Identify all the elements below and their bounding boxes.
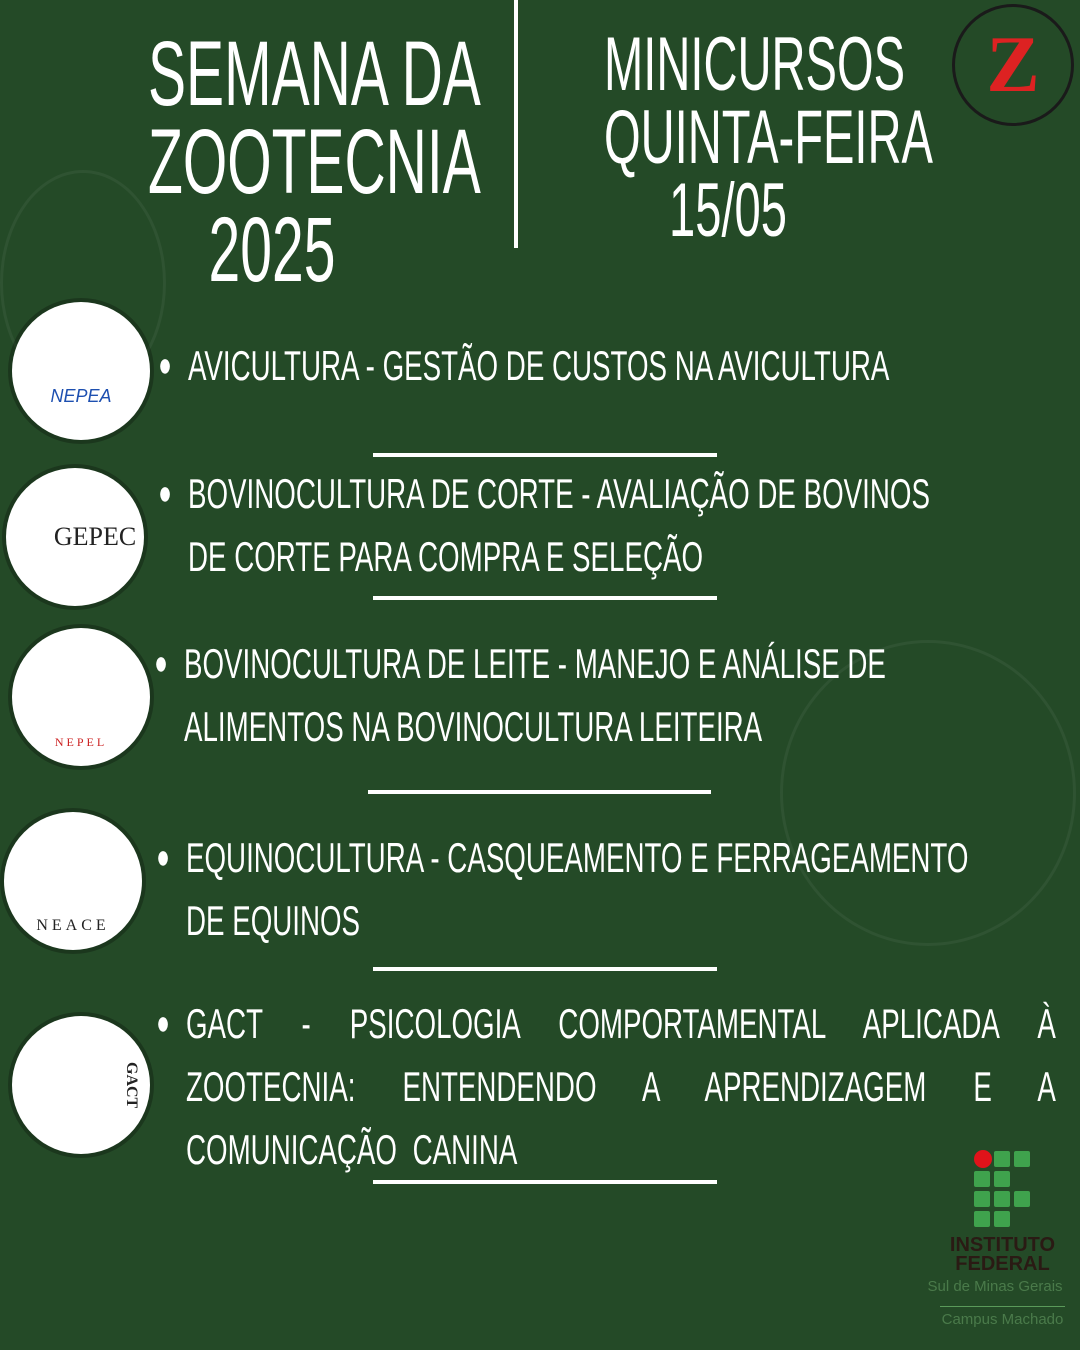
institution-name: INSTITUTO FEDERAL [949, 1234, 1056, 1275]
bullet-icon: ● [156, 1004, 170, 1042]
bullet-icon: ● [158, 346, 172, 384]
header-divider [514, 0, 518, 248]
zootecnia-logo: Z [952, 4, 1074, 126]
divider [373, 596, 717, 600]
item-text: BOVINOCULTURA DE CORTE - AVALIAÇÃO DE BOVINOS [188, 470, 930, 517]
list-item [156, 826, 1044, 952]
if-green-square [994, 1151, 1010, 1167]
divider [373, 1180, 717, 1184]
bullet-icon: ● [158, 474, 172, 512]
item-text: DE CORTE PARA COMPRA E SELEÇÃO [188, 533, 704, 580]
event-title [72, 23, 481, 301]
subtitle-line: MINICURSOS [604, 22, 906, 107]
list-item [156, 992, 1056, 1181]
divider [368, 790, 711, 794]
bullet-icon: ● [154, 644, 168, 682]
item-text: BOVINOCULTURA DE LEITE - MANEJO E ANÁLISE DE [184, 640, 886, 687]
if-green-square [1014, 1151, 1030, 1167]
if-green-square [974, 1191, 990, 1207]
item-text: GACT - PSICOLOGIA COMPORTAMENTAL APLICADA À ZOOTECNIA: ENTENDENDO A APRENDIZAGEM E A COMUNICAÇÃO CANINA [186, 1000, 1056, 1173]
if-green-square [974, 1211, 990, 1227]
event-title-line: ZOOTECNIA [148, 111, 481, 213]
event-title-line: 2025 [208, 199, 336, 301]
divider [373, 453, 717, 457]
item-text: DE EQUINOS [186, 897, 361, 944]
subtitle [528, 22, 933, 253]
item-text: AVICULTURA - GESTÃO DE CUSTOS NA AVICULTURA [188, 342, 890, 389]
nepea-logo: NEPEA [12, 302, 150, 440]
gepec-logo: GEPEC [6, 468, 144, 606]
neace-logo: NEACE [4, 812, 142, 950]
item-text: ALIMENTOS NA BOVINOCULTURA LEITEIRA [184, 703, 763, 750]
subtitle-line: QUINTA-FEIRA [604, 95, 933, 180]
list-item [158, 334, 980, 397]
if-green-square [994, 1171, 1010, 1187]
if-green-square [974, 1171, 990, 1187]
list-item [158, 462, 1046, 588]
gact-logo: GACT [12, 1016, 150, 1154]
institution-campus: Campus Machado [940, 1306, 1065, 1329]
bullet-icon: ● [156, 838, 170, 876]
institution-region: Sul de Minas Gerais [927, 1278, 1063, 1295]
if-green-square [994, 1211, 1010, 1227]
if-green-square [1014, 1191, 1030, 1207]
event-title-line: SEMANA DA [148, 23, 481, 125]
subtitle-line: 15/05 [669, 168, 787, 253]
divider [373, 967, 717, 971]
item-text: EQUINOCULTURA - CASQUEAMENTO E FERRAGEAMENTO [186, 834, 969, 881]
nepel-logo: NEPEL [12, 628, 150, 766]
list-item [154, 632, 1042, 758]
if-red-circle [974, 1150, 992, 1168]
if-green-square [994, 1191, 1010, 1207]
